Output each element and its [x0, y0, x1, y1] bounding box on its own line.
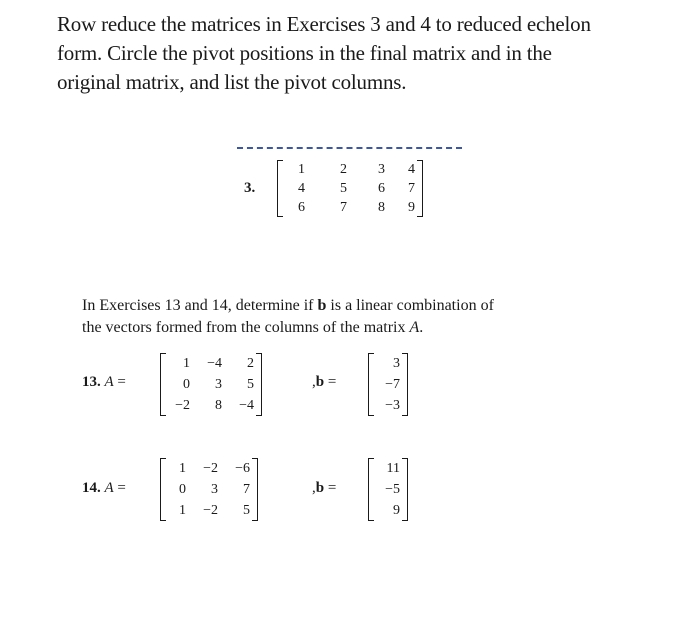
matrix-a-symbol: A [409, 319, 420, 336]
matrix-cell: 4 [298, 181, 305, 196]
exercise-3-label: 3. [244, 180, 256, 196]
exercise-14-lhs [82, 480, 126, 497]
matrix-a-symbol: A [104, 480, 114, 496]
instructions-line-3: original matrix, and list the pivot columns. [57, 70, 407, 94]
exercise-3-matrix [277, 160, 423, 217]
matrix-cell: 7 [408, 181, 415, 196]
matrix-cell: 5 [247, 377, 254, 392]
equals-sign: = [113, 480, 126, 496]
equals-sign: = [324, 374, 337, 390]
vector-cell: 11 [386, 461, 400, 476]
matrix-cell: −4 [207, 356, 222, 371]
vector-cell: −5 [385, 482, 400, 497]
matrix-cell: 6 [298, 200, 305, 215]
dashed-divider [237, 147, 462, 149]
matrix-cell: 8 [378, 200, 385, 215]
matrix-cell: −4 [239, 398, 254, 413]
exercise-13-b-equals [312, 374, 336, 391]
exercise-13-vector-b [368, 353, 408, 416]
matrix-cell: 1 [298, 162, 305, 177]
matrix-cell: 3 [215, 377, 222, 392]
matrix-cell: 3 [211, 482, 218, 497]
vector-cell: −3 [385, 398, 400, 413]
text-segment: . [419, 319, 424, 336]
exercise-13-matrix-a [160, 353, 262, 416]
equals-sign: = [113, 374, 126, 390]
instructions-line-1: Row reduce the matrices in Exercises 3 and 4 to reduced echelon [57, 12, 591, 36]
vector-b-symbol: b [315, 480, 325, 496]
matrix-cell: −2 [175, 398, 190, 413]
matrix-cell: 5 [340, 181, 347, 196]
exercise-13-label: 13. [82, 374, 101, 390]
comma: , [312, 374, 316, 390]
section-2-line-1 [82, 295, 602, 317]
text-segment: is a linear combination of [326, 297, 494, 314]
matrix-cell: 5 [243, 503, 250, 518]
matrix-cell: 0 [183, 377, 190, 392]
text-segment: the vectors formed from the columns of the matrix [82, 319, 410, 336]
matrix-a-symbol: A [104, 374, 114, 390]
comma: , [312, 480, 316, 496]
vector-cell: 3 [393, 356, 400, 371]
equals-sign: = [324, 480, 337, 496]
matrix-cell: 2 [247, 356, 254, 371]
section-2-instructions [82, 295, 602, 339]
vector-b-symbol: b [317, 297, 327, 314]
exercise-14-matrix-a [160, 458, 258, 521]
matrix-cell: 6 [378, 181, 385, 196]
matrix-cell: 0 [179, 482, 186, 497]
matrix-cell: −2 [203, 461, 218, 476]
instructions-paragraph [57, 10, 657, 97]
text-segment: In Exercises 13 and 14, determine if [82, 297, 318, 314]
matrix-cell: 3 [378, 162, 385, 177]
matrix-cell: 2 [340, 162, 347, 177]
exercise-14-vector-b [368, 458, 408, 521]
matrix-cell: 4 [408, 162, 415, 177]
exercise-14-b-equals [312, 480, 336, 497]
matrix-cell: −2 [203, 503, 218, 518]
matrix-cell: 9 [408, 200, 415, 215]
matrix-cell: 8 [215, 398, 222, 413]
matrix-cell: 1 [183, 356, 190, 371]
matrix-cell: −6 [235, 461, 250, 476]
instructions-line-2: form. Circle the pivot positions in the final matrix and in the [57, 41, 552, 65]
vector-cell: 9 [393, 503, 400, 518]
matrix-cell: 1 [179, 461, 186, 476]
matrix-cell: 1 [179, 503, 186, 518]
matrix-cell: 7 [243, 482, 250, 497]
exercise-14-label: 14. [82, 480, 101, 496]
vector-b-symbol: b [315, 374, 325, 390]
exercise-13-lhs [82, 374, 126, 391]
matrix-cell: 7 [340, 200, 347, 215]
section-2-line-2 [82, 317, 602, 339]
vector-cell: −7 [385, 377, 400, 392]
